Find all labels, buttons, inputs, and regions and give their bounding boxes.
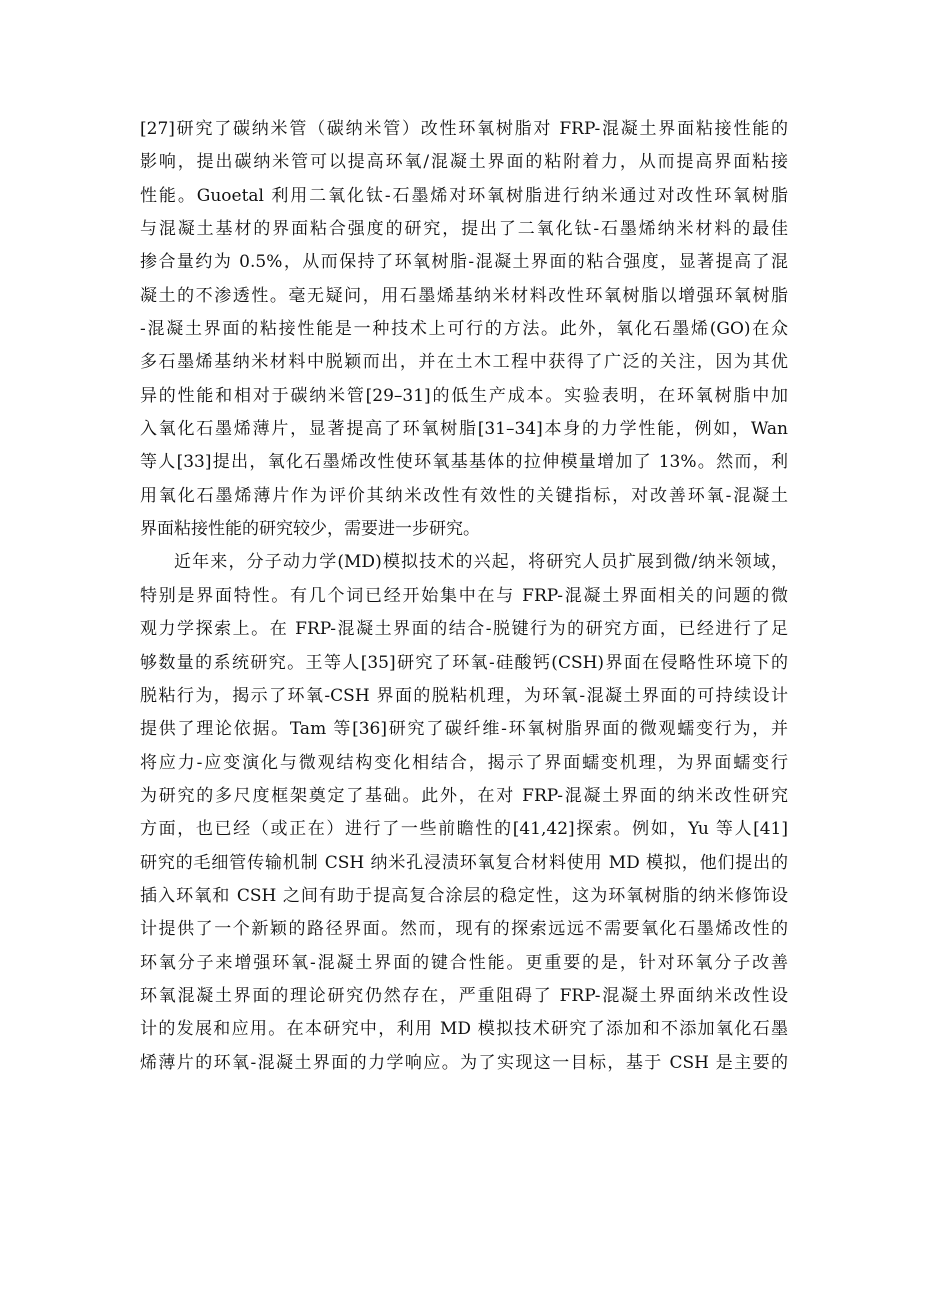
text-line: 与混凝土基材的界面粘合强度的研究，提出了二氧化钛-石墨烯纳米材料的最佳	[140, 219, 788, 240]
text-line: 观力学探索上。在 FRP-混凝土界面的结合-脱键行为的研究方面，已经进行了足	[140, 619, 788, 640]
text-line: 特别是界面特性。有几个词已经开始集中在与 FRP-混凝土界面相关的问题的微	[140, 585, 788, 606]
text-line: 研究的毛细管传输机制 CSH 纳米孔浸渍环氧复合材料使用 MD 模拟，他们提出的	[140, 852, 788, 873]
text-line: 提供了理论依据。Tam 等[36]研究了碳纤维-环氧树脂界面的微观蠕变行为，并	[140, 719, 788, 740]
text-line: 计提供了一个新颖的路径界面。然而，现有的探索远远不需要氧化石墨烯改性的	[140, 919, 788, 940]
paragraph-2	[140, 546, 788, 1080]
text-line: 用氧化石墨烯薄片作为评价其纳米改性有效性的关键指标，对改善环氧-混凝土	[140, 485, 788, 506]
text-line: 方面，也已经（或正在）进行了一些前瞻性的[41,42]探索。例如，Yu 等人[41]	[140, 819, 788, 840]
text-line: 近年来，分子动力学(MD)模拟技术的兴起，将研究人员扩展到微/纳米领域，	[174, 552, 788, 573]
text-line: 影响，提出碳纳米管可以提高环氧/混凝土界面的粘附着力，从而提高界面粘接	[140, 152, 788, 173]
paragraph-1	[140, 113, 788, 546]
text-line: 为研究的多尺度框架奠定了基础。此外，在对 FRP-混凝土界面的纳米改性研究	[140, 785, 788, 806]
text-line: 掺合量约为 0.5%，从而保持了环氧树脂-混凝土界面的粘合强度，显著提高了混	[140, 252, 788, 273]
text-line: 环氧分子来增强环氧-混凝土界面的键合性能。更重要的是，针对环氧分子改善	[140, 952, 788, 973]
text-line: 性能。Guoetal 利用二氧化钛-石墨烯对环氧树脂进行纳米通过对改性环氧树脂	[140, 185, 788, 206]
body-text	[140, 113, 788, 1080]
text-line: 凝土的不渗透性。毫无疑问，用石墨烯基纳米材料改性环氧树脂以增强环氧树脂	[140, 285, 788, 306]
text-line: 烯薄片的环氧-混凝土界面的力学响应。为了实现这一目标，基于 CSH 是主要的	[140, 1052, 788, 1073]
text-line: 入氧化石墨烯薄片，显著提高了环氧树脂[31–34]本身的力学性能，例如，Wan	[140, 419, 788, 440]
text-line: [27]研究了碳纳米管（碳纳米管）改性环氧树脂对 FRP-混凝土界面粘接性能的	[140, 119, 788, 139]
text-line: 异的性能和相对于碳纳米管[29–31]的低生产成本。实验表明，在环氧树脂中加	[140, 385, 788, 406]
text-line: -混凝土界面的粘接性能是一种技术上可行的方法。此外，氧化石墨烯(GO)在众	[140, 319, 788, 340]
text-line: 环氧混凝土界面的理论研究仍然存在，严重阻碍了 FRP-混凝土界面纳米改性设	[140, 985, 788, 1006]
text-line: 将应力-应变演化与微观结构变化相结合，揭示了界面蠕变机理，为界面蠕变行	[140, 752, 788, 773]
text-line: 等人[33]提出，氧化石墨烯改性使环氧基基体的拉伸模量增加了 13%。然而，利	[140, 452, 788, 473]
text-line: 脱粘行为，揭示了环氧-CSH 界面的脱粘机理，为环氧-混凝土界面的可持续设计	[140, 685, 788, 706]
text-line: 够数量的系统研究。王等人[35]研究了环氧-硅酸钙(CSH)界面在侵略性环境下的	[140, 652, 788, 673]
text-line: 插入环氧和 CSH 之间有助于提高复合涂层的稳定性，这为环氧树脂的纳米修饰设	[140, 885, 788, 906]
text-line: 计的发展和应用。在本研究中，利用 MD 模拟技术研究了添加和不添加氧化石墨	[140, 1019, 788, 1040]
text-line: 界面粘接性能的研究较少，需要进一步研究。	[140, 519, 480, 540]
text-line: 多石墨烯基纳米材料中脱颖而出，并在土木工程中获得了广泛的关注，因为其优	[140, 352, 788, 373]
